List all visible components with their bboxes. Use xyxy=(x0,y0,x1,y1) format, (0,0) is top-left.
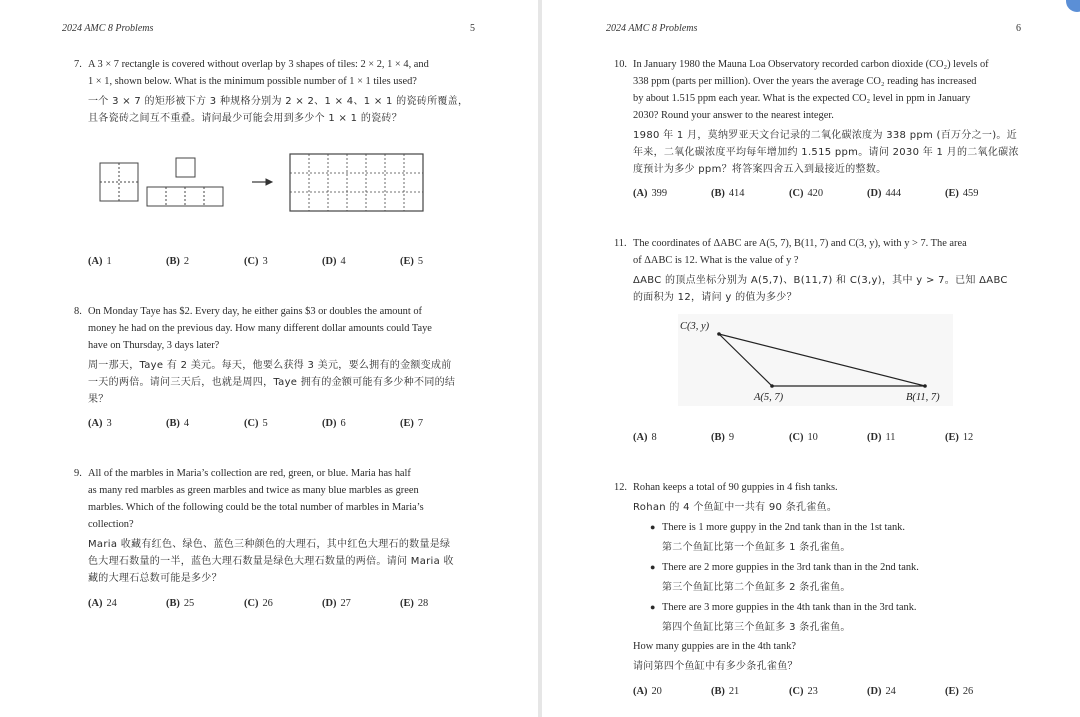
rectangle-3x7 xyxy=(290,154,423,211)
choice-c: (C) 10 xyxy=(789,432,818,443)
choice-a: (A) 20 xyxy=(633,686,662,697)
choice-e: (E) 459 xyxy=(945,188,979,199)
problem-number: 7. xyxy=(74,59,82,70)
problem-12-text-line: Rohan keeps a total of 90 guppies in 4 fish tanks. xyxy=(633,482,838,493)
problem-9-text-line: collection? xyxy=(88,519,134,530)
problem-11-zh-line: 的面积为 12，请问 y 的值为多少？ xyxy=(633,292,797,303)
choice-b: (B) 2 xyxy=(166,256,190,267)
problem-7-text-line: 1 × 1, shown below. What is the minimum possible number of 1 × 1 tiles used? xyxy=(88,76,417,87)
vertex-a xyxy=(770,384,774,388)
tiles-figure xyxy=(96,150,486,218)
bullet-icon: ● xyxy=(650,562,656,572)
condition-zh-line: 第三个鱼缸比第二个鱼缸多 2 条孔雀鱼。 xyxy=(662,582,851,593)
choice-a: (A) 24 xyxy=(88,598,117,609)
problem-9-zh-line: Maria 收藏有红色、绿色、蓝色三种颜色的大理石，其中红色大理石的数量是绿 xyxy=(88,539,451,550)
choice-e: (E) 26 xyxy=(945,686,974,697)
choice-a: (A) 3 xyxy=(88,418,112,429)
problem-12-question-zh: 请问第四个鱼缸中有多少条孔雀鱼？ xyxy=(633,661,798,672)
choice-a: (A) 8 xyxy=(633,432,657,443)
choice-b: (B) 9 xyxy=(711,432,735,443)
condition-line: There are 3 more guppies in the 4th tank than in the 3rd tank. xyxy=(662,602,917,613)
choice-a: (A) 1 xyxy=(88,256,112,267)
problem-12-zh-line: Rohan 的 4 个鱼缸中一共有 90 条孔雀鱼。 xyxy=(633,502,838,513)
choice-d: (D) 6 xyxy=(322,418,346,429)
problem-10-text-line: 2030? Round your answer to the nearest integer. xyxy=(633,110,834,121)
problem-9-zh-line: 藏的大理石总数可能是多少？ xyxy=(88,573,222,584)
choice-d: (D) 11 xyxy=(867,432,896,443)
problem-10-zh-line: 度预计为多少 ppm？将答案四舍五入到最接近的整数。 xyxy=(633,164,887,175)
page-header: 2024 AMC 8 Problems xyxy=(606,23,698,34)
tile-1x1 xyxy=(176,158,195,177)
problem-8-text-line: have on Thursday, 3 days later? xyxy=(88,340,220,351)
pdf-page-6 xyxy=(542,0,1080,717)
problem-number: 8. xyxy=(74,306,82,317)
problem-10-text-line: In January 1980 the Mauna Loa Observatory recorded carbon dioxide (CO₂) levels of xyxy=(633,59,989,70)
tile-1x4 xyxy=(147,187,223,206)
choice-b: (B) 21 xyxy=(711,686,740,697)
choice-a: (A) 399 xyxy=(633,188,668,199)
problem-11-text-line: of ΔABC is 12. What is the value of y ? xyxy=(633,255,799,266)
choice-c: (C) 26 xyxy=(244,598,273,609)
arrow-icon xyxy=(252,179,272,185)
label-a: A(5, 7) xyxy=(754,392,784,403)
viewer-action-button[interactable] xyxy=(1066,0,1080,12)
problem-7-zh-line: 一个 3 × 7 的矩形被下方 3 种规格分别为 2 × 2、1 × 4、1 × 1 的瓷砖所覆盖， xyxy=(88,96,469,107)
problem-11-text-line: The coordinates of ΔABC are A(5, 7), B(11, 7) and C(3, y), with y > 7. The area xyxy=(633,238,967,249)
condition-line: There are 2 more guppies in the 3rd tank than in the 2nd tank. xyxy=(662,562,919,573)
vertex-c xyxy=(717,332,721,336)
problem-8-text-line: On Monday Taye has $2. Every day, he either gains $3 or doubles the amount of xyxy=(88,306,423,317)
problem-number: 12. xyxy=(614,482,627,493)
problem-10-text-line: 338 ppm (parts per million). Over the years the average CO₂ reading has increased xyxy=(633,76,977,87)
problem-number: 11. xyxy=(614,238,627,249)
choice-c: (C) 3 xyxy=(244,256,268,267)
choice-b: (B) 414 xyxy=(711,188,745,199)
choice-c: (C) 23 xyxy=(789,686,818,697)
problem-10-text-line: by about 1.515 ppm each year. What is the expected CO₂ level in ppm in January xyxy=(633,93,971,104)
problem-11-zh-line: ΔABC 的顶点坐标分别为 A(5,7)、B(11,7) 和 C(3,y)，其中 y > 7。已知 ΔABC xyxy=(633,275,1008,286)
problem-9-text-line: marbles. Which of the following could be the total number of marbles in Maria’s xyxy=(88,502,424,513)
choice-c: (C) 5 xyxy=(244,418,268,429)
choice-d: (D) 27 xyxy=(322,598,351,609)
problem-8-zh-line: 一天的两倍。请问三天后，也就是周四，Taye 拥有的金额可能有多少种不同的结 xyxy=(88,377,456,388)
choice-e: (E) 12 xyxy=(945,432,974,443)
choice-d: (D) 24 xyxy=(867,686,896,697)
problem-10-zh-line: 1980 年 1 月，莫纳罗亚天文台记录的二氧化碳浓度为 338 ppm (百万分之一)。近 xyxy=(633,130,1018,141)
problem-9-text-line: All of the marbles in Maria’s collection are red, green, or blue. Maria has half xyxy=(88,468,411,479)
page-header: 2024 AMC 8 Problems xyxy=(62,23,154,34)
choice-b: (B) 25 xyxy=(166,598,195,609)
condition-zh-line: 第二个鱼缸比第一个鱼缸多 1 条孔雀鱼。 xyxy=(662,542,851,553)
bullet-icon: ● xyxy=(650,522,656,532)
condition-line: There is 1 more guppy in the 2nd tank than in the 1st tank. xyxy=(662,522,905,533)
problem-number: 10. xyxy=(614,59,627,70)
problem-7-text-line: A 3 × 7 rectangle is covered without overlap by 3 shapes of tiles: 2 × 2, 1 × 4, and xyxy=(88,59,429,70)
choice-d: (D) 444 xyxy=(867,188,902,199)
pdf-page-5 xyxy=(0,0,538,717)
condition-zh-line: 第四个鱼缸比第三个鱼缸多 3 条孔雀鱼。 xyxy=(662,622,851,633)
choice-e: (E) 28 xyxy=(400,598,429,609)
choice-d: (D) 4 xyxy=(322,256,346,267)
problem-9-zh-line: 色大理石数量的一半，蓝色大理石数量是绿色大理石数量的两倍。请问 Maria 收 xyxy=(88,556,454,567)
choice-c: (C) 420 xyxy=(789,188,824,199)
problem-8-zh-line: 果？ xyxy=(88,394,109,405)
problem-12-question: How many guppies are in the 4th tank? xyxy=(633,641,797,652)
choice-b: (B) 4 xyxy=(166,418,190,429)
triangle-figure xyxy=(678,314,953,406)
problem-10-zh-line: 年来，二氧化碳浓度平均每年增加约 1.515 ppm。请问 2030 年 1 月的二氧化碳浓 xyxy=(633,147,1019,158)
bullet-icon: ● xyxy=(650,602,656,612)
problem-8-text-line: money he had on the previous day. How many different dollar amounts could Taye xyxy=(88,323,432,334)
page-number: 5 xyxy=(470,23,475,34)
problem-7-zh-line: 且各瓷砖之间互不重叠。请问最少可能会用到多少个 1 × 1 的瓷砖？ xyxy=(88,113,403,124)
label-b: B(11, 7) xyxy=(906,392,940,403)
vertex-b xyxy=(923,384,927,388)
choice-e: (E) 5 xyxy=(400,256,424,267)
tile-2x2 xyxy=(100,163,138,201)
problem-9-text-line: as many red marbles as green marbles and twice as many blue marbles as green xyxy=(88,485,419,496)
choice-e: (E) 7 xyxy=(400,418,424,429)
label-c: C(3, y) xyxy=(680,321,710,332)
page-number: 6 xyxy=(1016,23,1021,34)
problem-number: 9. xyxy=(74,468,82,479)
problem-8-zh-line: 周一那天，Taye 有 2 美元。每天，他要么获得 3 美元，要么拥有的金额变成前 xyxy=(88,360,452,371)
